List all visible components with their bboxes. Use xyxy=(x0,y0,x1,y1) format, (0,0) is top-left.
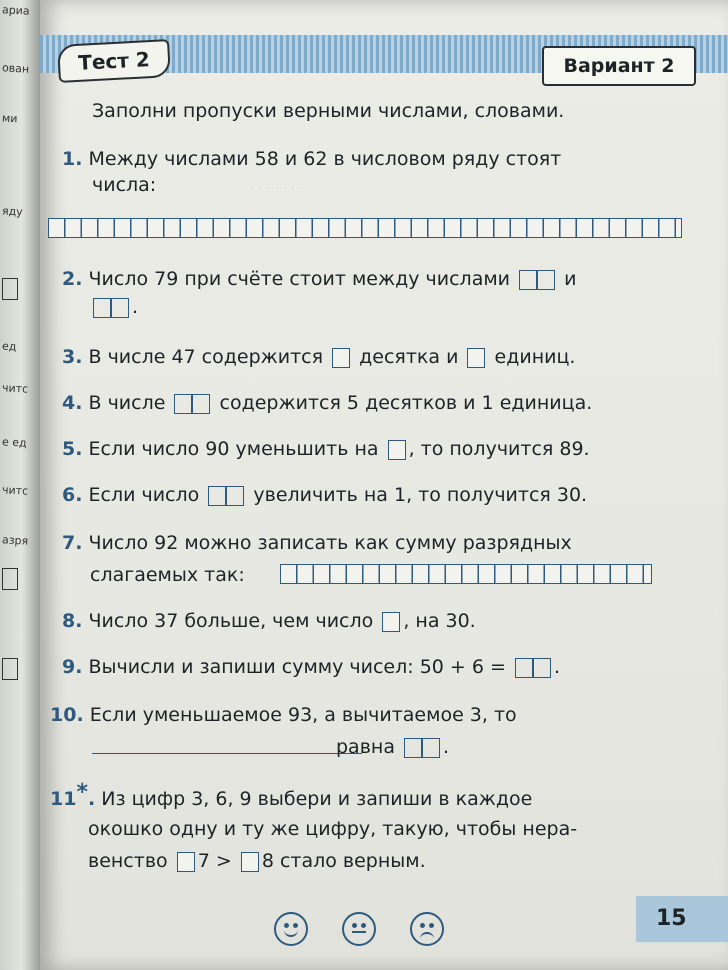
left-fragment: читс xyxy=(1,483,29,498)
task-number: 4. xyxy=(62,392,83,414)
left-fragment: е ед xyxy=(1,435,27,450)
task-text: В числе 47 содержится xyxy=(88,346,324,368)
task-7 xyxy=(62,532,572,554)
answer-box[interactable] xyxy=(241,852,259,872)
task-number: 1. xyxy=(62,148,83,170)
eye xyxy=(361,923,366,928)
task-text: , то получится 89. xyxy=(408,438,590,460)
answer-box[interactable] xyxy=(467,348,485,368)
mouth xyxy=(352,931,366,933)
answer-box[interactable] xyxy=(382,612,400,632)
task-text: Если число xyxy=(88,484,200,506)
left-fragment: азря xyxy=(1,533,29,548)
answer-box[interactable] xyxy=(174,394,210,414)
answer-box[interactable] xyxy=(332,348,350,368)
task-2-line2 xyxy=(90,296,138,318)
answer-box[interactable] xyxy=(404,738,440,758)
left-box xyxy=(2,568,18,590)
task-1 xyxy=(62,148,561,170)
left-box xyxy=(2,658,18,680)
eye xyxy=(429,923,434,928)
workbook-page xyxy=(40,0,728,970)
answer-cells[interactable] xyxy=(48,218,682,238)
left-fragment: ариа xyxy=(1,3,30,18)
task-text: В числе xyxy=(88,392,166,414)
left-box xyxy=(2,278,18,300)
variant-label: Вариант 2 xyxy=(542,46,696,86)
task-number: 2. xyxy=(62,268,83,290)
task-text: равна xyxy=(336,736,395,758)
task-9 xyxy=(62,656,560,678)
task-10 xyxy=(50,704,517,726)
task-number: 10. xyxy=(50,704,84,726)
left-fragment: ед xyxy=(1,339,17,354)
task-text: 7 > xyxy=(197,850,232,872)
eye xyxy=(420,923,425,928)
task-number: 6. xyxy=(62,484,83,506)
task-text: . xyxy=(132,296,139,318)
task-text: Между числами 58 и 62 в числовом ряду стоят xyxy=(88,148,562,170)
task-text: Если число 90 уменьшить на xyxy=(88,438,379,460)
task-text: десятка и xyxy=(359,346,459,368)
task-text: венство xyxy=(88,850,168,872)
task-1-line2: числа: xyxy=(92,174,157,196)
eye xyxy=(352,923,357,928)
task-text: . xyxy=(553,656,561,678)
sad-face-icon[interactable] xyxy=(410,912,444,946)
task-text: Число 79 при счёте стоит между числами xyxy=(88,268,511,290)
task-text: Число 92 можно записать как сумму разрядных xyxy=(88,532,572,554)
left-fragment: яду xyxy=(1,204,24,219)
task-number: 5. xyxy=(62,438,83,460)
answer-box[interactable] xyxy=(177,852,195,872)
task-text: стало верным. xyxy=(279,850,426,872)
left-fragment: ми xyxy=(1,111,18,126)
task-text: содержится 5 десятков и 1 единица. xyxy=(219,392,593,414)
task-text: увеличить на 1, то получится 30. xyxy=(253,484,588,506)
task-text: Вычисли и запиши сумму чисел: 50 + 6 = xyxy=(88,656,506,678)
task-8 xyxy=(62,610,476,632)
task-number: 7. xyxy=(62,532,83,554)
task-number: 11 xyxy=(50,788,77,810)
task-number-dot: . xyxy=(87,788,96,810)
task-text: единиц. xyxy=(494,346,576,368)
left-fragment: ован xyxy=(1,61,30,76)
smile-icon[interactable] xyxy=(274,912,308,946)
mouth xyxy=(420,932,434,941)
bleed-through: · · · · · · · xyxy=(250,182,304,197)
neutral-face-icon[interactable] xyxy=(342,912,376,946)
task-text: , на 30. xyxy=(403,610,476,632)
answer-cells[interactable] xyxy=(280,564,652,584)
task-text: Число 37 больше, чем число xyxy=(88,610,374,632)
task-7-line2: слагаемых так: xyxy=(90,564,245,586)
task-11-line3 xyxy=(88,850,426,872)
task-text: Если уменьшаемое 93, а вычитаемое 3, то xyxy=(89,704,517,726)
task-text: Из цифр 3, 6, 9 выбери и запиши в каждое xyxy=(101,788,533,810)
answer-box[interactable] xyxy=(388,440,406,460)
task-number: 9. xyxy=(62,656,83,678)
answer-box[interactable] xyxy=(93,298,129,318)
task-11 xyxy=(50,780,533,811)
task-5 xyxy=(62,438,590,460)
test-label: Тест 2 xyxy=(57,39,171,83)
task-text: и xyxy=(564,268,577,290)
answer-box[interactable] xyxy=(208,486,244,506)
left-fragment: читс xyxy=(1,381,29,396)
task-2 xyxy=(62,268,576,290)
task-text: 8 xyxy=(261,850,274,872)
left-page-edge xyxy=(0,0,40,970)
answer-box[interactable] xyxy=(519,270,555,290)
mouth xyxy=(284,928,298,937)
task-4 xyxy=(62,392,592,414)
task-number: 3. xyxy=(62,346,83,368)
page-number: 15 xyxy=(636,896,728,942)
task-6 xyxy=(62,484,587,506)
task-11-line2: окошко одну и ту же цифру, такую, чтобы нера- xyxy=(88,818,578,840)
star-mark: * xyxy=(76,780,88,805)
task-text: . xyxy=(443,736,450,758)
task-10-line2 xyxy=(336,736,449,758)
instruction: Заполни пропуски верными числами, словами. xyxy=(92,100,565,122)
task-number: 8. xyxy=(62,610,83,632)
answer-box[interactable] xyxy=(515,658,551,678)
task-3 xyxy=(62,346,575,368)
answer-line[interactable] xyxy=(92,753,362,754)
